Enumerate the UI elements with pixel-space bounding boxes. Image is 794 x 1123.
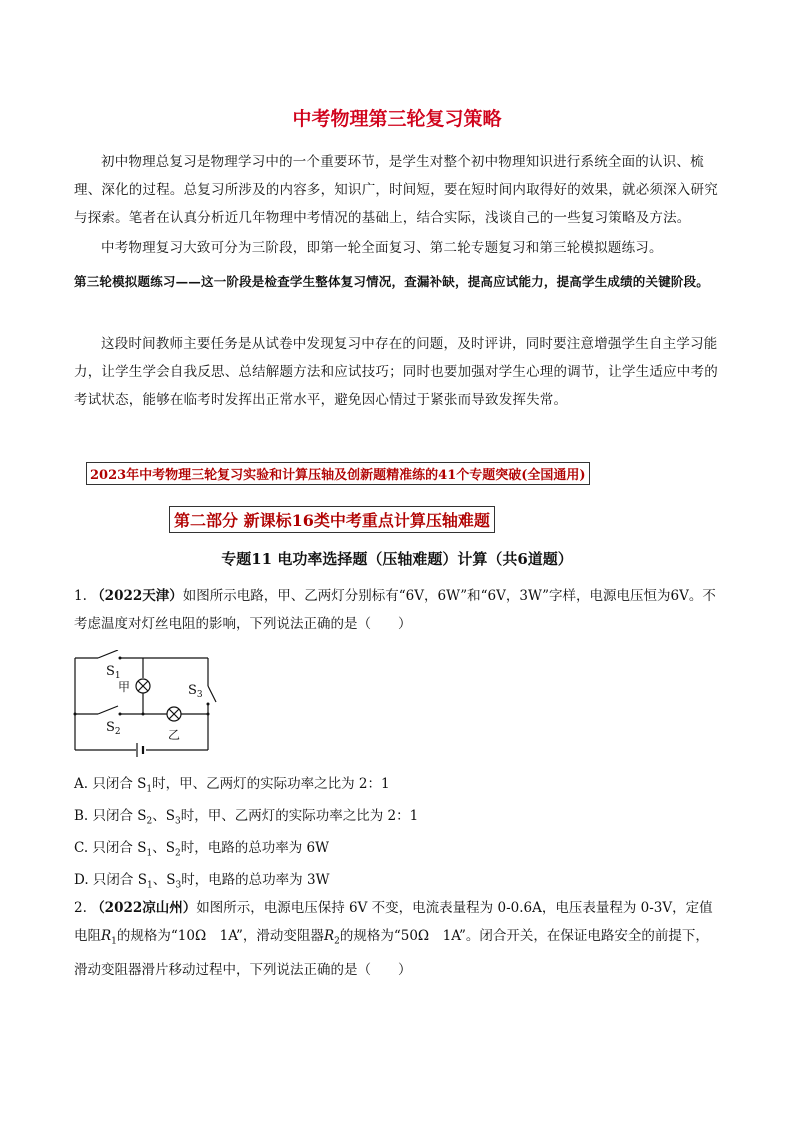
resistor-r2-label: R	[323, 928, 335, 944]
option-d[interactable]	[74, 868, 329, 891]
question-source: （2022凉山州）	[91, 900, 197, 916]
resistor-r2-subscript: 2	[334, 936, 340, 947]
question-text: 的规格为“10Ω 1A”，滑动变阻器	[116, 928, 324, 944]
question-text: 的规格为“50Ω 1A”。闭合开关，在保证电路安全的前提下，滑动变阻器滑片移动过程中，下列说法正确的是（ ）	[74, 928, 709, 978]
question-source: （2022天津）	[91, 588, 183, 604]
option-subscript: 1	[146, 880, 153, 891]
option-text: 、S	[152, 840, 175, 856]
option-text: A. 只闭合 S	[74, 776, 147, 792]
option-text: 时，电路的总功率为 3W	[181, 872, 330, 888]
topic-subtitle: 专题11 电功率选择题（压轴难题）计算（共6道题）	[221, 550, 573, 568]
option-subscript: 1	[146, 784, 153, 795]
question-number: 2.	[74, 900, 87, 916]
intro-paragraph-2: 中考物理复习大致可分为三阶段，即第一轮全面复习、第二轮专题复习和第三轮模拟题练习。	[101, 240, 663, 256]
option-text: 、S	[152, 872, 176, 888]
resistor-r1-label: R	[101, 928, 112, 944]
question-2	[74, 894, 722, 984]
series-banner: 2023年中考物理三轮复习实验和计算压轴及创新题精准练的41个专题突破(全国通用)	[86, 462, 590, 485]
question-1	[74, 582, 722, 638]
lamp-yi-label: 乙	[168, 728, 181, 742]
option-text: 时，电路的总功率为 6W	[180, 840, 329, 856]
option-subscript: 2	[174, 848, 181, 859]
resistor-r1-subscript: 1	[111, 936, 117, 947]
option-c[interactable]	[74, 836, 329, 859]
part-banner: 第二部分 新课标16类中考重点计算压轴难题	[169, 506, 495, 533]
intro-paragraph-1: 初中物理总复习是物理学习中的一个重要环节，是学生对整个初中物理知识进行系统全面的认识、梳理、深化的过程。总复习所涉及的内容多，知识广，时间短，要在短时间内取得好的效果，就必须深入研究与探索。笔者在认真分析近几年物理中考情况的基础上，结合实际，浅谈自己的一些复习策略及方法。	[74, 154, 718, 226]
intro-paragraph-4: 这段时间教师主要任务是从试卷中发现复习中存在的问题，及时评讲，同时要注意增强学生自主学习能力，让学生学会自我反思、总结解题方法和应试技巧；同时也要加强对学生心理的调节，让学生适应中考的考试状态，能够在临考时发挥出正常水平，避免因心情过于紧张而导致发挥失常。	[74, 336, 718, 408]
intro-paragraph-3: 第三轮模拟题练习——这一阶段是检查学生整体复习情况，查漏补缺，提高应试能力，提高学生成绩的关键阶段。	[74, 274, 710, 289]
switch-s1-label: $S_1$	[106, 664, 121, 681]
circuit-diagram	[70, 650, 220, 760]
option-text: C. 只闭合 S	[74, 840, 147, 856]
option-subscript: 1	[146, 848, 153, 859]
question-number: 1.	[74, 588, 87, 604]
option-text: 时，甲、乙两灯的实际功率之比为 2：1	[152, 776, 390, 792]
lamp-jia-label: 甲	[118, 680, 131, 694]
option-b[interactable]	[74, 804, 418, 827]
option-text: D. 只闭合 S	[74, 872, 147, 888]
option-a[interactable]	[74, 772, 390, 795]
option-subscript: 3	[175, 880, 182, 891]
option-text: 、S	[152, 808, 176, 824]
page-title: 中考物理第三轮复习策略	[292, 108, 502, 130]
option-subscript: 2	[146, 816, 153, 827]
switch-s3-label: $S_3$	[188, 683, 203, 700]
option-text: 时，甲、乙两灯的实际功率之比为 2：1	[180, 808, 419, 824]
question-text: 如图所示电路，甲、乙两灯分别标有“6V，6W”和“6V，3W”字样，电源电压恒为6V。不考虑温度对灯丝电阻的影响，下列说法正确的是（ ）	[74, 588, 716, 632]
option-text: B. 只闭合 S	[74, 808, 147, 824]
switch-s2-label: $S_2$	[106, 720, 121, 737]
question-text: 如图所示，电源电压保持 6V 不变，电流表量程为 0-0.6A，电压表量程为 0-3V，定值电阻	[74, 900, 713, 944]
option-subscript: 3	[175, 816, 181, 827]
